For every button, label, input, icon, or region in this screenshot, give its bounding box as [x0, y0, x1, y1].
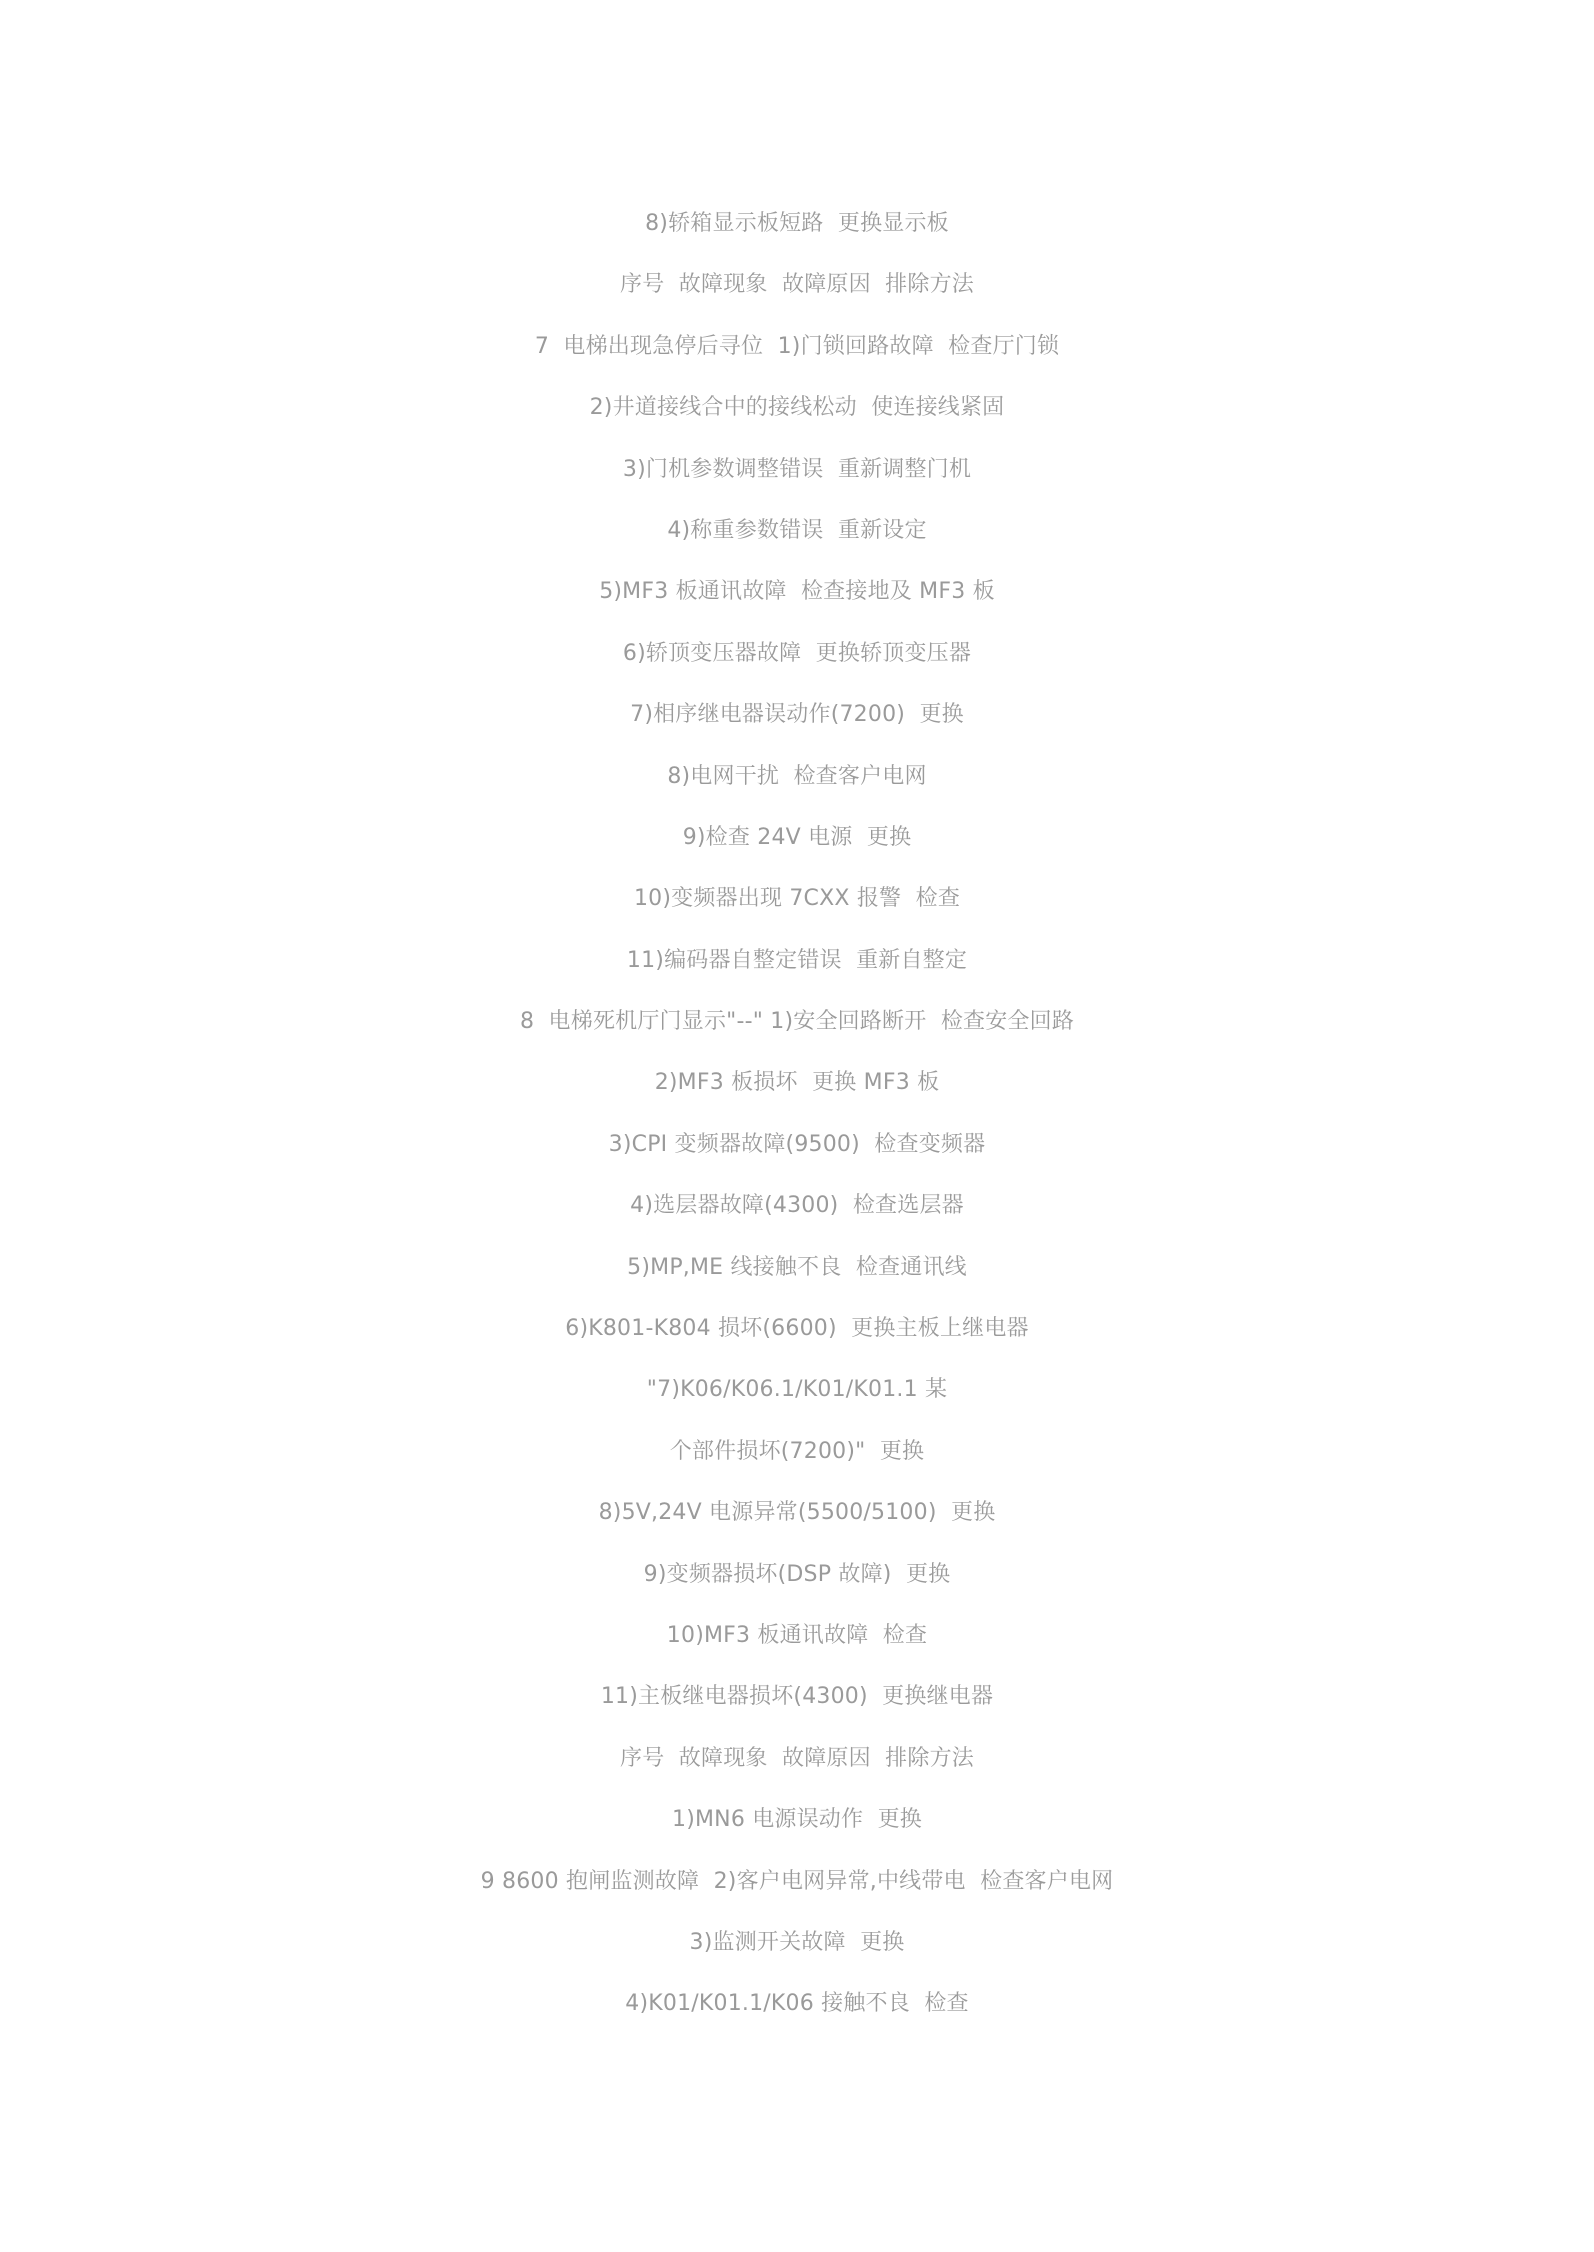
text-line: 4)称重参数错误 重新设定 — [667, 517, 927, 543]
text-line: 9)变频器损坏(DSP 故障) 更换 — [643, 1561, 951, 1587]
text-line: 8 电梯死机厅门显示"--" 1)安全回路断开 检查安全回路 — [519, 1009, 1075, 1035]
text-line: 7 电梯出现急停后寻位 1)门锁回路故障 检查厅门锁 — [534, 333, 1060, 359]
text-line: 3)监测开关故障 更换 — [689, 1929, 905, 1955]
text-line: 8)5V,24V 电源异常(5500/5100) 更换 — [598, 1500, 996, 1526]
text-line: 8)轿箱显示板短路 更换显示板 — [645, 211, 949, 236]
text-line: "7)K06/K06.1/K01/K01.1 某 — [646, 1377, 948, 1403]
text-line: 2)井道接线合中的接线松动 使连接线紧固 — [589, 395, 1005, 421]
text-lines — [0, 193, 1594, 2035]
text-line: 7)相序继电器误动作(7200) 更换 — [630, 702, 964, 728]
text-line: 3)门机参数调整错误 重新调整门机 — [622, 456, 972, 482]
text-line: 个部件损坏(7200)" 更换 — [669, 1438, 925, 1464]
table-header-line: 序号 故障现象 故障原因 排除方法 — [620, 1745, 974, 1771]
table-header-line: 序号 故障现象 故障原因 排除方法 — [620, 272, 974, 298]
text-line: 9)检查 24V 电源 更换 — [682, 824, 912, 850]
text-line: 5)MP,ME 线接触不良 检查通讯线 — [627, 1254, 967, 1280]
text-line: 9 8600 抱闸监测故障 2)客户电网异常,中线带电 检查客户电网 — [480, 1868, 1114, 1894]
text-line: 4)K01/K01.1/K06 接触不良 检查 — [625, 1991, 969, 2017]
text-line: 11)编码器自整定错误 重新自整定 — [626, 947, 968, 973]
text-line: 5)MF3 板通讯故障 检查接地及 MF3 板 — [599, 579, 995, 605]
text-line: 11)主板继电器损坏(4300) 更换继电器 — [600, 1684, 994, 1710]
text-line: 8)电网干扰 检查客户电网 — [667, 763, 927, 789]
text-line: 6)轿顶变压器故障 更换轿顶变压器 — [622, 640, 972, 666]
text-line: 4)选层器故障(4300) 检查选层器 — [630, 1193, 964, 1219]
text-line: 6)K801-K804 损坏(6600) 更换主板上继电器 — [565, 1316, 1029, 1342]
text-line: 1)MN6 电源误动作 更换 — [672, 1807, 922, 1833]
text-line: 3)CPI 变频器故障(9500) 检查变频器 — [608, 1131, 986, 1157]
text-line: 2)MF3 板损坏 更换 MF3 板 — [654, 1070, 940, 1096]
text-line: 10)MF3 板通讯故障 检查 — [666, 1622, 928, 1648]
text-line: 10)变频器出现 7CXX 报警 检查 — [633, 886, 961, 912]
